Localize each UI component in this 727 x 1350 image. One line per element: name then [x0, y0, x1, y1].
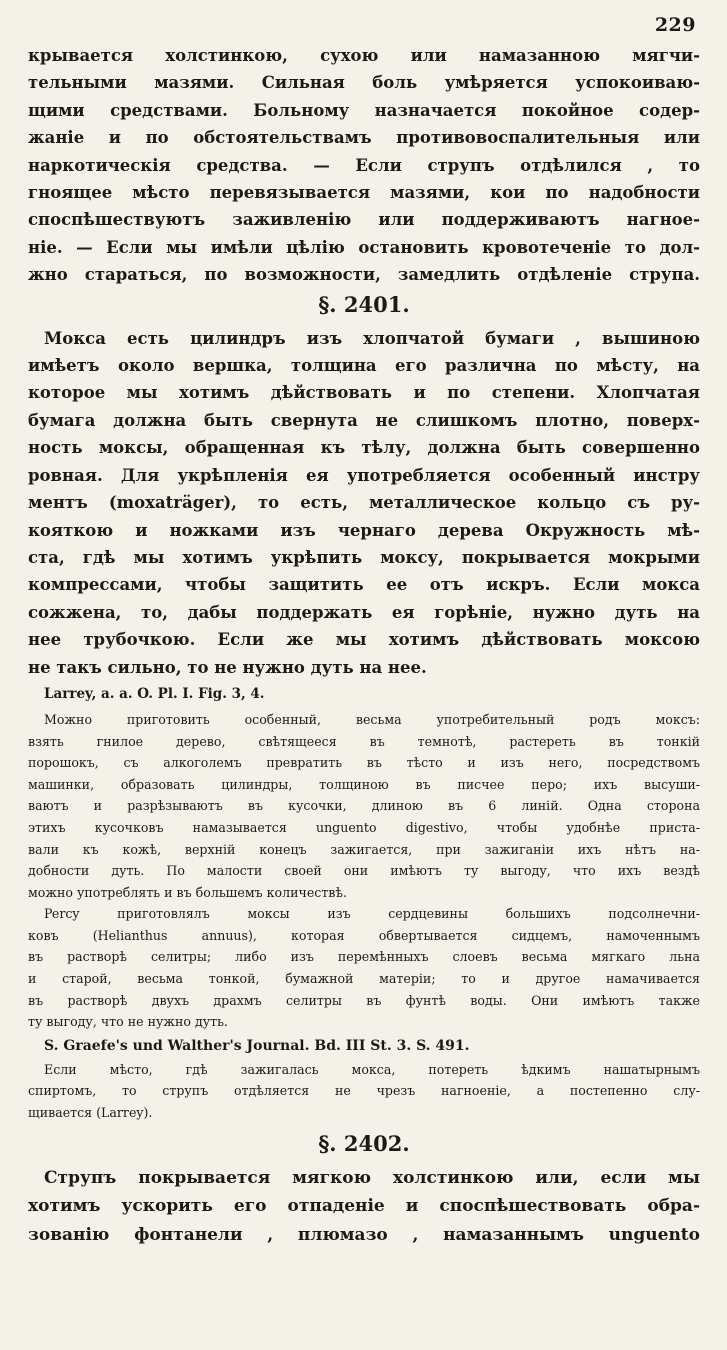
- text-line: Струпъ покрывается мягкою холстинкою или, если мы: [44, 1167, 700, 1188]
- text-line: ровная. Для укрѣпленія ея употребляется особенный инстру: [28, 465, 700, 485]
- note-line: взять гнилое дерево, свѣтящееся въ темнотѣ, растереть въ тонкій: [28, 733, 700, 749]
- note-line: можно употреблять и въ большемъ количествѣ.: [28, 884, 347, 900]
- text-line: компрессами, чтобы защитить ее отъ искръ. Если мокса: [28, 575, 700, 595]
- note-line: Если мѣсто, гдѣ зажигалась мокса, потереть ѣдкимъ нашатырнымъ: [44, 1061, 700, 1077]
- note-line: Можно приготовить особенный, весьма употребительный родъ моксъ:: [44, 711, 700, 727]
- paragraph-1: [28, 42, 700, 289]
- footnote-2: [28, 903, 700, 1033]
- text-line: сожжена, то, дабы поддержать ея горѣніе, нужно дуть на: [28, 602, 700, 622]
- text-line: зованію фонтанели , плюмазо , намазаннымъ unguento: [28, 1224, 700, 1245]
- note-line: ковъ (Helianthus annuus), которая обвертывается сидцемъ, намоченнымъ: [28, 927, 700, 943]
- note-line: ту выгоду, что не нужно дуть.: [28, 1014, 228, 1030]
- text-line: жно стараться, по возможности, замедлить отдѣленіе струпа.: [28, 265, 700, 285]
- text-line: щими средствами. Больному назначается покойное содер-: [28, 100, 700, 120]
- book-page: [28, 14, 700, 1249]
- section-heading-2401: §. 2401.: [318, 291, 410, 317]
- note-line: въ растворѣ двухъ драхмъ селитры въ фунтѣ воды. Они имѣютъ также: [28, 992, 700, 1008]
- text-line: не такъ сильно, то не нужно дуть на нее.: [28, 657, 427, 677]
- paragraph-2: [28, 325, 700, 681]
- text-line: ментъ (moxaträger), то есть, металлическое кольцо съ ру-: [28, 493, 700, 513]
- text-line: Мокса есть цилиндръ изъ хлопчатой бумаги , вышиною: [44, 328, 700, 348]
- text-line: ность моксы, обращенная къ тѣлу, должна быть совершенно: [28, 438, 700, 458]
- note-line: Percy приготовлялъ моксы изъ сердцевины большихъ подсолнечни-: [44, 906, 700, 922]
- text-line: бумага должна быть свернута не слишкомъ плотно, поверх-: [28, 410, 700, 430]
- note-line: спиртомъ, то струпъ отдѣляется не чрезъ нагноеніе, а постепенно слу-: [28, 1083, 700, 1099]
- footnote-3: [28, 1059, 700, 1124]
- note-line: вали къ кожѣ, верхній конецъ зажигается, при зажиганіи ихъ нѣтъ на-: [28, 841, 700, 857]
- note-line: и старой, весьма тонкой, бумажной матеріи; то и другое намачивается: [28, 971, 700, 987]
- note-line: щивается (Larrey).: [28, 1105, 153, 1121]
- text-line: споспѣшествуютъ заживленію или поддерживаютъ нагное-: [28, 210, 700, 230]
- note-line: порошокъ, съ алкоголемъ превратить въ тѣсто и изъ него, посредствомъ: [28, 755, 700, 771]
- note-line: добности дуть. По малости своей они имѣютъ ту выгоду, что ихъ вездѣ: [28, 863, 700, 879]
- text-line: кояткою и ножками изъ чернаго дерева Окружность мѣ-: [28, 520, 700, 540]
- text-line: наркотическія средства. — Если струпъ отдѣлился , то: [28, 155, 700, 175]
- text-line: нее трубочкою. Если же мы хотимъ дѣйствовать моксою: [28, 630, 700, 650]
- note-line: ваютъ и разрѣзываютъ въ кусочки, длиною въ 6 линій. Одна сторона: [28, 798, 700, 814]
- page-number: 229: [654, 14, 696, 36]
- footnote-1: [28, 709, 700, 903]
- text-line: ніе. — Если мы имѣли цѣлію остановить кровотеченіе то дол-: [28, 237, 700, 257]
- text-line: гноящее мѣсто перевязывается мазями, кои по надобности: [28, 183, 700, 203]
- text-line: хотимъ ускорить его отпаденіе и споспѣшествовать обра-: [28, 1196, 700, 1217]
- note-line: въ растворѣ селитры; либо изъ перемѣнныхъ слоевъ весьма мягкаго льна: [28, 949, 700, 965]
- text-line: ста, гдѣ мы хотимъ укрѣпить моксу, покрывается мокрыми: [28, 547, 700, 567]
- note-line: этихъ кусочковъ намазывается unguento digestivo, чтобы удобнѣе пристa-: [28, 819, 700, 835]
- reference-graefe-walther: S. Graefe's und Walther's Journal. Bd. III St. 3. S. 491.: [44, 1037, 470, 1054]
- note-line: машинки, образовать цилиндры, толщиною въ писчее перо; ихъ высуши-: [28, 776, 700, 792]
- text-line: жаніе и по обстоятельствамъ противовоспалительныя или: [28, 128, 700, 148]
- reference-larrey: Larrey, a. a. O. Pl. I. Fig. 3, 4.: [44, 685, 265, 702]
- text-line: крывается холстинкою, сухою или намазанною мягчи-: [28, 46, 700, 65]
- text-line: тельными мазями. Сильная боль умѣряется успокоиваю-: [28, 73, 700, 93]
- text-line: которое мы хотимъ дѣйствовать и по степени. Хлопчатая: [28, 383, 700, 403]
- paragraph-3: [28, 1164, 700, 1250]
- text-line: имѣетъ около вершка, толщина его различна по мѣсту, на: [28, 356, 700, 376]
- section-heading-2402: §. 2402.: [318, 1130, 410, 1156]
